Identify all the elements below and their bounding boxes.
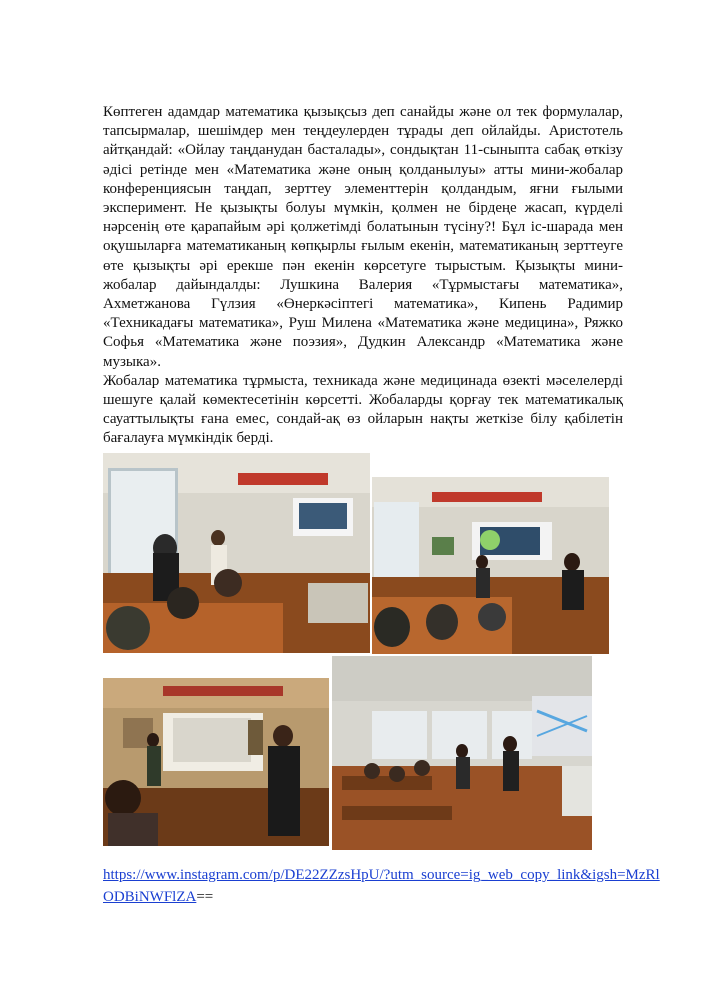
article-text (103, 103, 623, 449)
link-suffix: == (196, 889, 214, 905)
classroom-photo-2 (372, 477, 609, 654)
classroom-photo-4 (332, 656, 592, 850)
paragraph-2: Жобалар математика тұрмыста, техникада және медицинада өзекті мәселелерді шешуге қалай көмектесетінін көрсетті. Жобаларды қорғау тек математикалық сауаттылықты ғана емес, сондай-ақ өз ойларын нақты жеткізе білу қабілетін бағалауға мүмкіндік берді. (103, 372, 623, 447)
classroom-photo-1 (103, 453, 370, 653)
instagram-link[interactable]: https://www.instagram.com/p/DE22ZZzsHpU/?utm_source=ig_web_copy_link&igsh=MzRlODBiNWFlZA (103, 867, 660, 905)
paragraph-1: Көптеген адамдар математика қызықсыз деп санайды және ол тек формулалар, тапсырмалар, шешімдер мен теңдеулерден тұрады деп ойлайды. Аристотель айтқандай: «Ойлау таңданудан басталады», сондықтан 11-сыныпта сабақ өткізу әдісі ретінде мен «Математика және оның қолданылуы» атты мини-жобалар конференциясын таңдап, зерттеу элементтерін қолдандым, яғни ғылыми эксперимент. Не қызықты болуы мүмкін, қолмен не бірдеңе жасап, күрделі нәрсенің өте қарапайым әрі қолжетімді болатынын түсіну?! Бұл іс-шарада мен оқушыларға математиканың көпқырлы ғылым екенін, математиканың зерттеуге өте қызықты әрі ерекше пән екенін көрсетуге тырыстым. Қызықты мини-жобалар дайындалды: Лушкина Валерия «Тұрмыстағы математика», Ахметжанова Гүлзия «Өнеркәсіптегі математика», Кипень Радимир «Техникадағы математика», Руш Милена «Математика және медицина», Ряжко Софья «Математика және поэзия», Дудкин Александр «Математика және музыка». (103, 104, 623, 370)
classroom-photo-3 (103, 678, 329, 846)
instagram-link-block (103, 864, 663, 908)
